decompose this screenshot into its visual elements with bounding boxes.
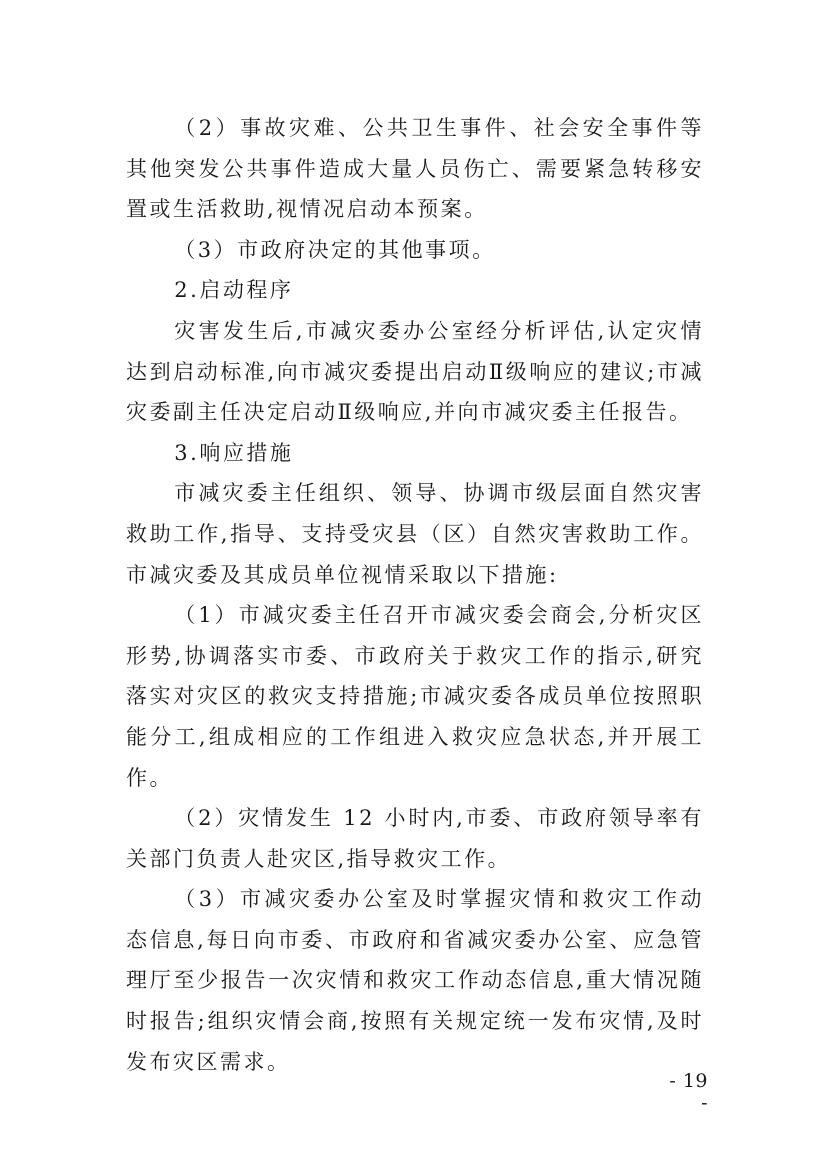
paragraph-trigger-condition-3: （3）市政府决定的其他事项。 (174, 237, 496, 262)
paragraph-trigger-condition-2: （2）事故灾难、公共卫生事件、社会安全事件等其他突发公共事件造成大量人员伤亡、需要紧急转移安置或生活救助,视情况启动本预案。 (126, 116, 704, 222)
section-heading-startup-procedure: 2.启动程序 (174, 278, 294, 303)
page-number: - 19 - (669, 1070, 708, 1114)
section-heading-response-measures: 3.响应措施 (174, 440, 294, 465)
paragraph-startup-procedure: 灾害发生后,市减灾委办公室经分析评估,认定灾情达到启动标准,向市减灾委提出启动Ⅱ级响应的建议;市减灾委副主任决定启动Ⅱ级响应,并向市减灾委主任报告。 (126, 318, 704, 425)
paragraph-measure-2: （2）灾情发生 12 小时内,市委、市政府领导率有关部门负责人赴灾区,指导救灾工作。 (126, 806, 704, 871)
document-body (126, 108, 704, 1082)
paragraph-response-overview: 市减灾委主任组织、领导、协调市级层面自然灾害救助工作,指导、支持受灾县（区）自然灾害救助工作。市减灾委及其成员单位视情采取以下措施: (126, 481, 704, 587)
paragraph-measure-3: （3）市减灾委办公室及时掌握灾情和救灾工作动态信息,每日向市委、市政府和省减灾委办公室、应急管理厅至少报告一次灾情和救灾工作动态信息,重大情况随时报告;组织灾情会商,按照有关规定统一发布灾情,及时发布灾区需求。 (126, 887, 704, 1074)
paragraph-measure-1: （1）市减灾委主任召开市减灾委会商会,分析灾区形势,协调落实市委、市政府关于救灾工作的指示,研究落实对灾区的救灾支持措施;市减灾委各成员单位按照职能分工,组成相应的工作组进入救灾应急状态,并开展工作。 (126, 603, 704, 790)
